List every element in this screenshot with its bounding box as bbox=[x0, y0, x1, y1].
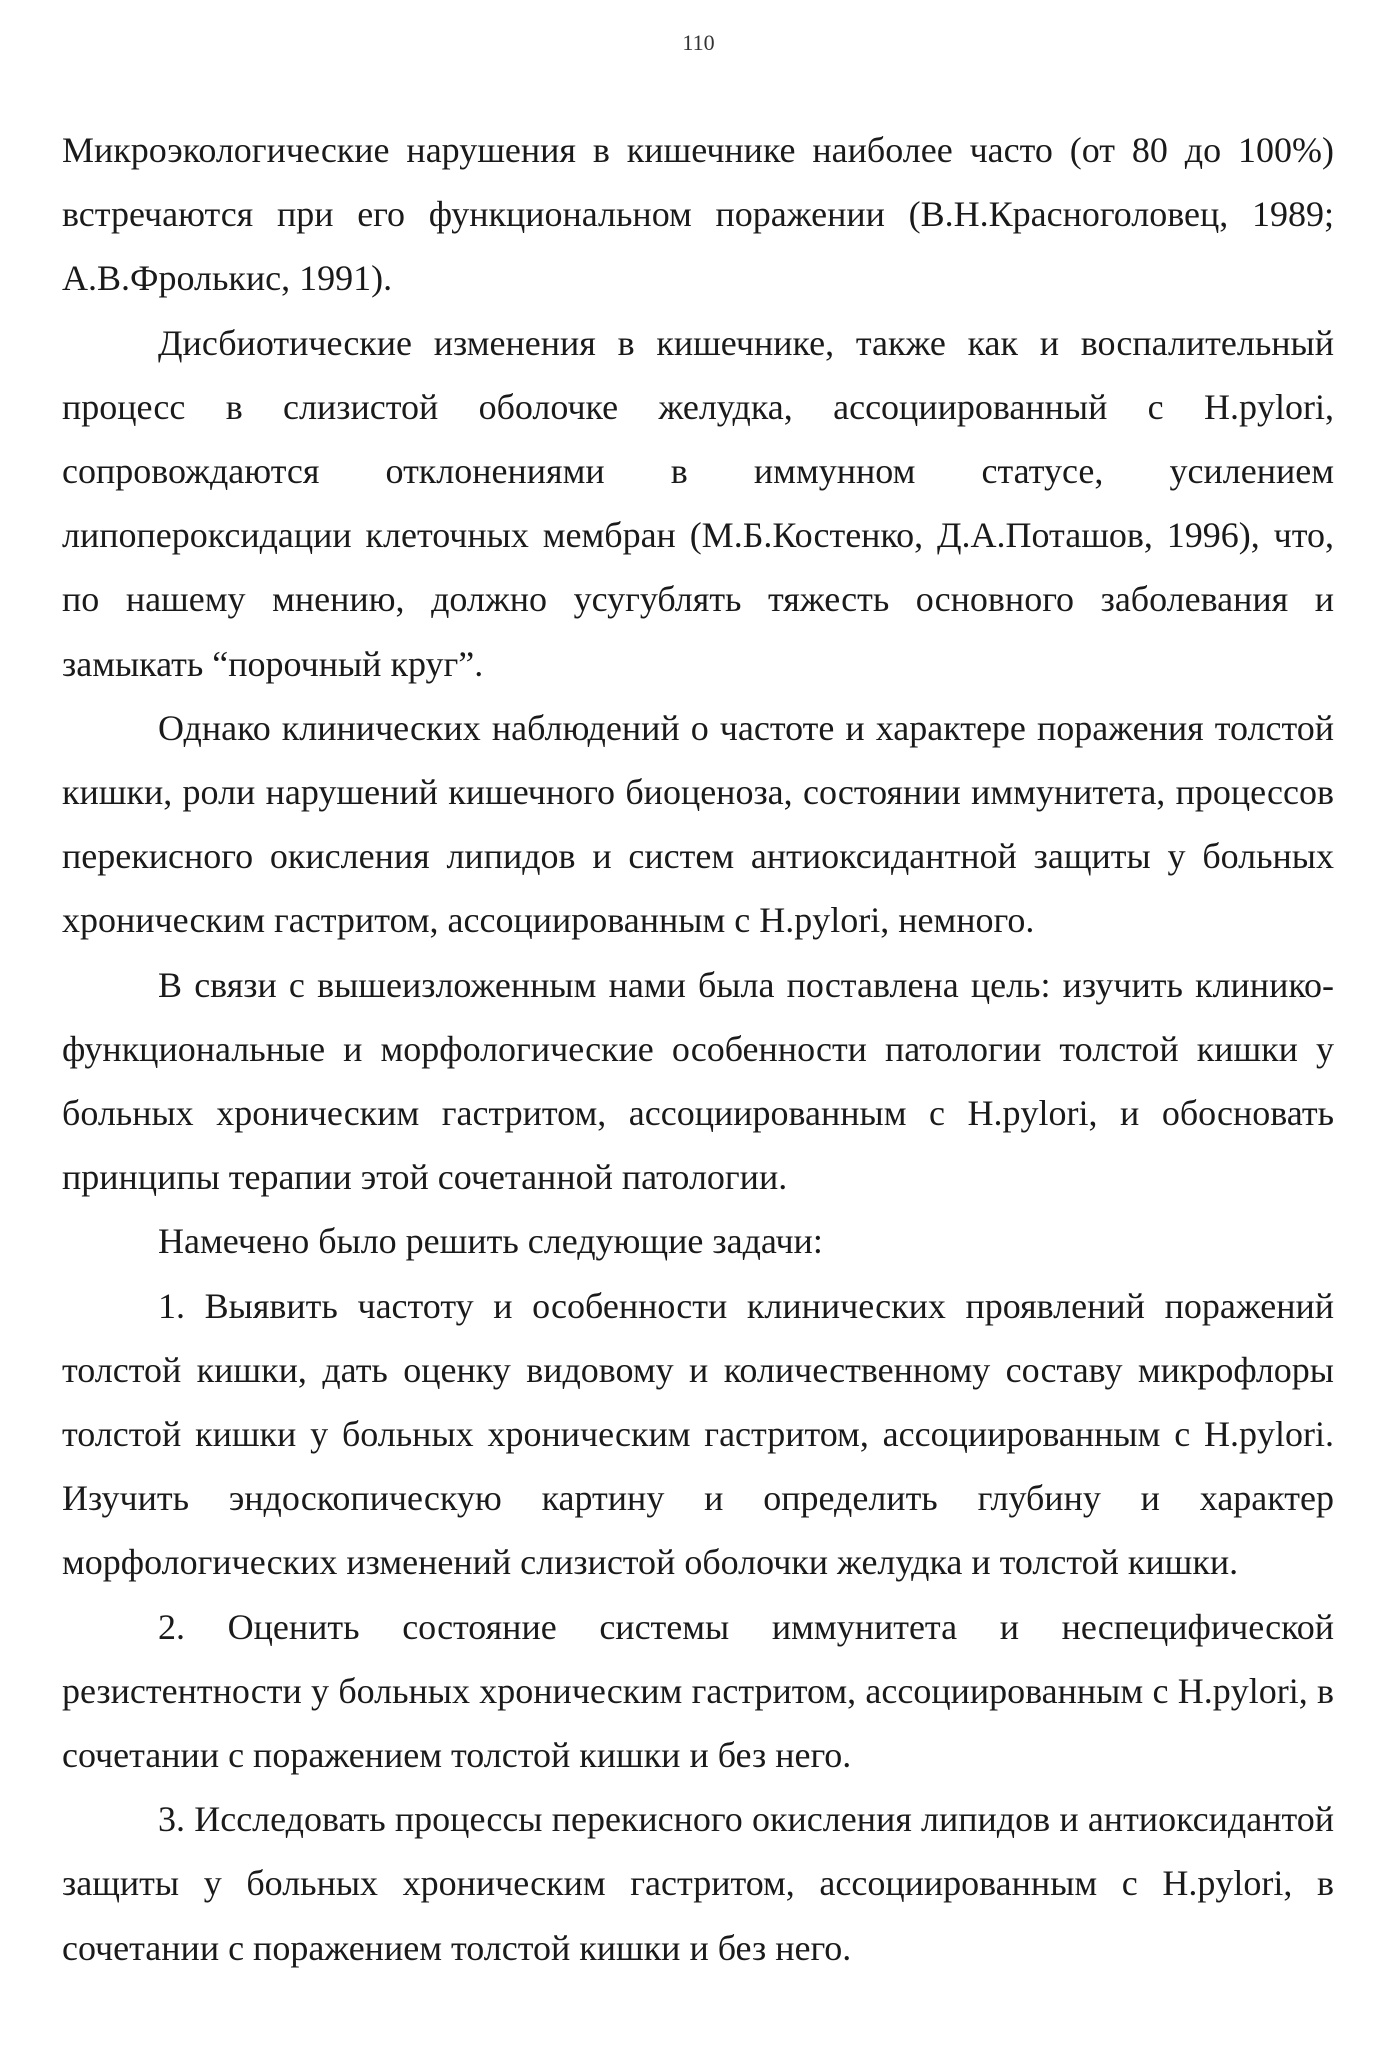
paragraph-goal: В связи с вышеизложенным нами была поставлена цель: изучить клинико-функциональные и морфологические особенности патологии толстой кишки у больных хроническим гастритом, ассоциированным с H.pylori, и обосновать принципы терапии этой сочетанной патологии. bbox=[62, 964, 1334, 1198]
page-number: 110 bbox=[682, 30, 715, 55]
list-item-task-2: 2. Оценить состояние системы иммунитета и неспецифической резистентности у больных хроническим гастритом, ассоциированным с H.pylori, в сочетании с поражением толстой кишки и без него. bbox=[62, 1606, 1334, 1776]
paragraph-tasks-intro: Намечено было решить следующие задачи: bbox=[158, 1221, 823, 1262]
paragraph-microecology: Микроэкологические нарушения в кишечнике наиболее часто (от 80 до 100%) встречаются при его функциональном поражении (В.Н.Красноголовец, 1989; А.В.Фролькис, 1991). bbox=[62, 130, 1334, 299]
page-body bbox=[62, 118, 1334, 1980]
paragraph-dysbiosis: Дисбиотические изменения в кишечнике, также как и воспалительный процесс в слизистой оболочке желудка, ассоциированный с H.pylori, сопровождаются отклонениями в иммунном статусе, усилением липопероксидации клеточных мембран (М.Б.Костенко, Д.А.Поташов, 1996), что, по нашему мнению, должно усугублять тяжесть основного заболевания и замыкать “порочный круг”. bbox=[62, 322, 1334, 684]
paragraph-clinical-observations: Однако клинических наблюдений о частоте и характере поражения толстой кишки, роли нарушений кишечного биоценоза, состоянии иммунитета, процессов перекисного окисления липидов и систем антиоксидантной защиты у больных хроническим гастритом, ассоциированным с H.pylori, немного. bbox=[62, 707, 1334, 941]
list-item-task-1: 1. Выявить частоту и особенности клинических проявлений поражений толстой кишки, дать оценку видовому и количественному составу микрофлоры толстой кишки у больных хроническим гастритом, ассоциированным с H.pylori. Изучить эндоскопическую картину и определить глубину и характер морфологических изменений слизистой оболочки желудка и толстой кишки. bbox=[62, 1285, 1334, 1583]
list-item-task-3: 3. Исследовать процессы перекисного окисления липидов и антиоксидантой защиты у больных хроническим гастритом, ассоциированным с H.pylori, в сочетании с поражением толстой кишки и без него. bbox=[62, 1799, 1334, 1968]
